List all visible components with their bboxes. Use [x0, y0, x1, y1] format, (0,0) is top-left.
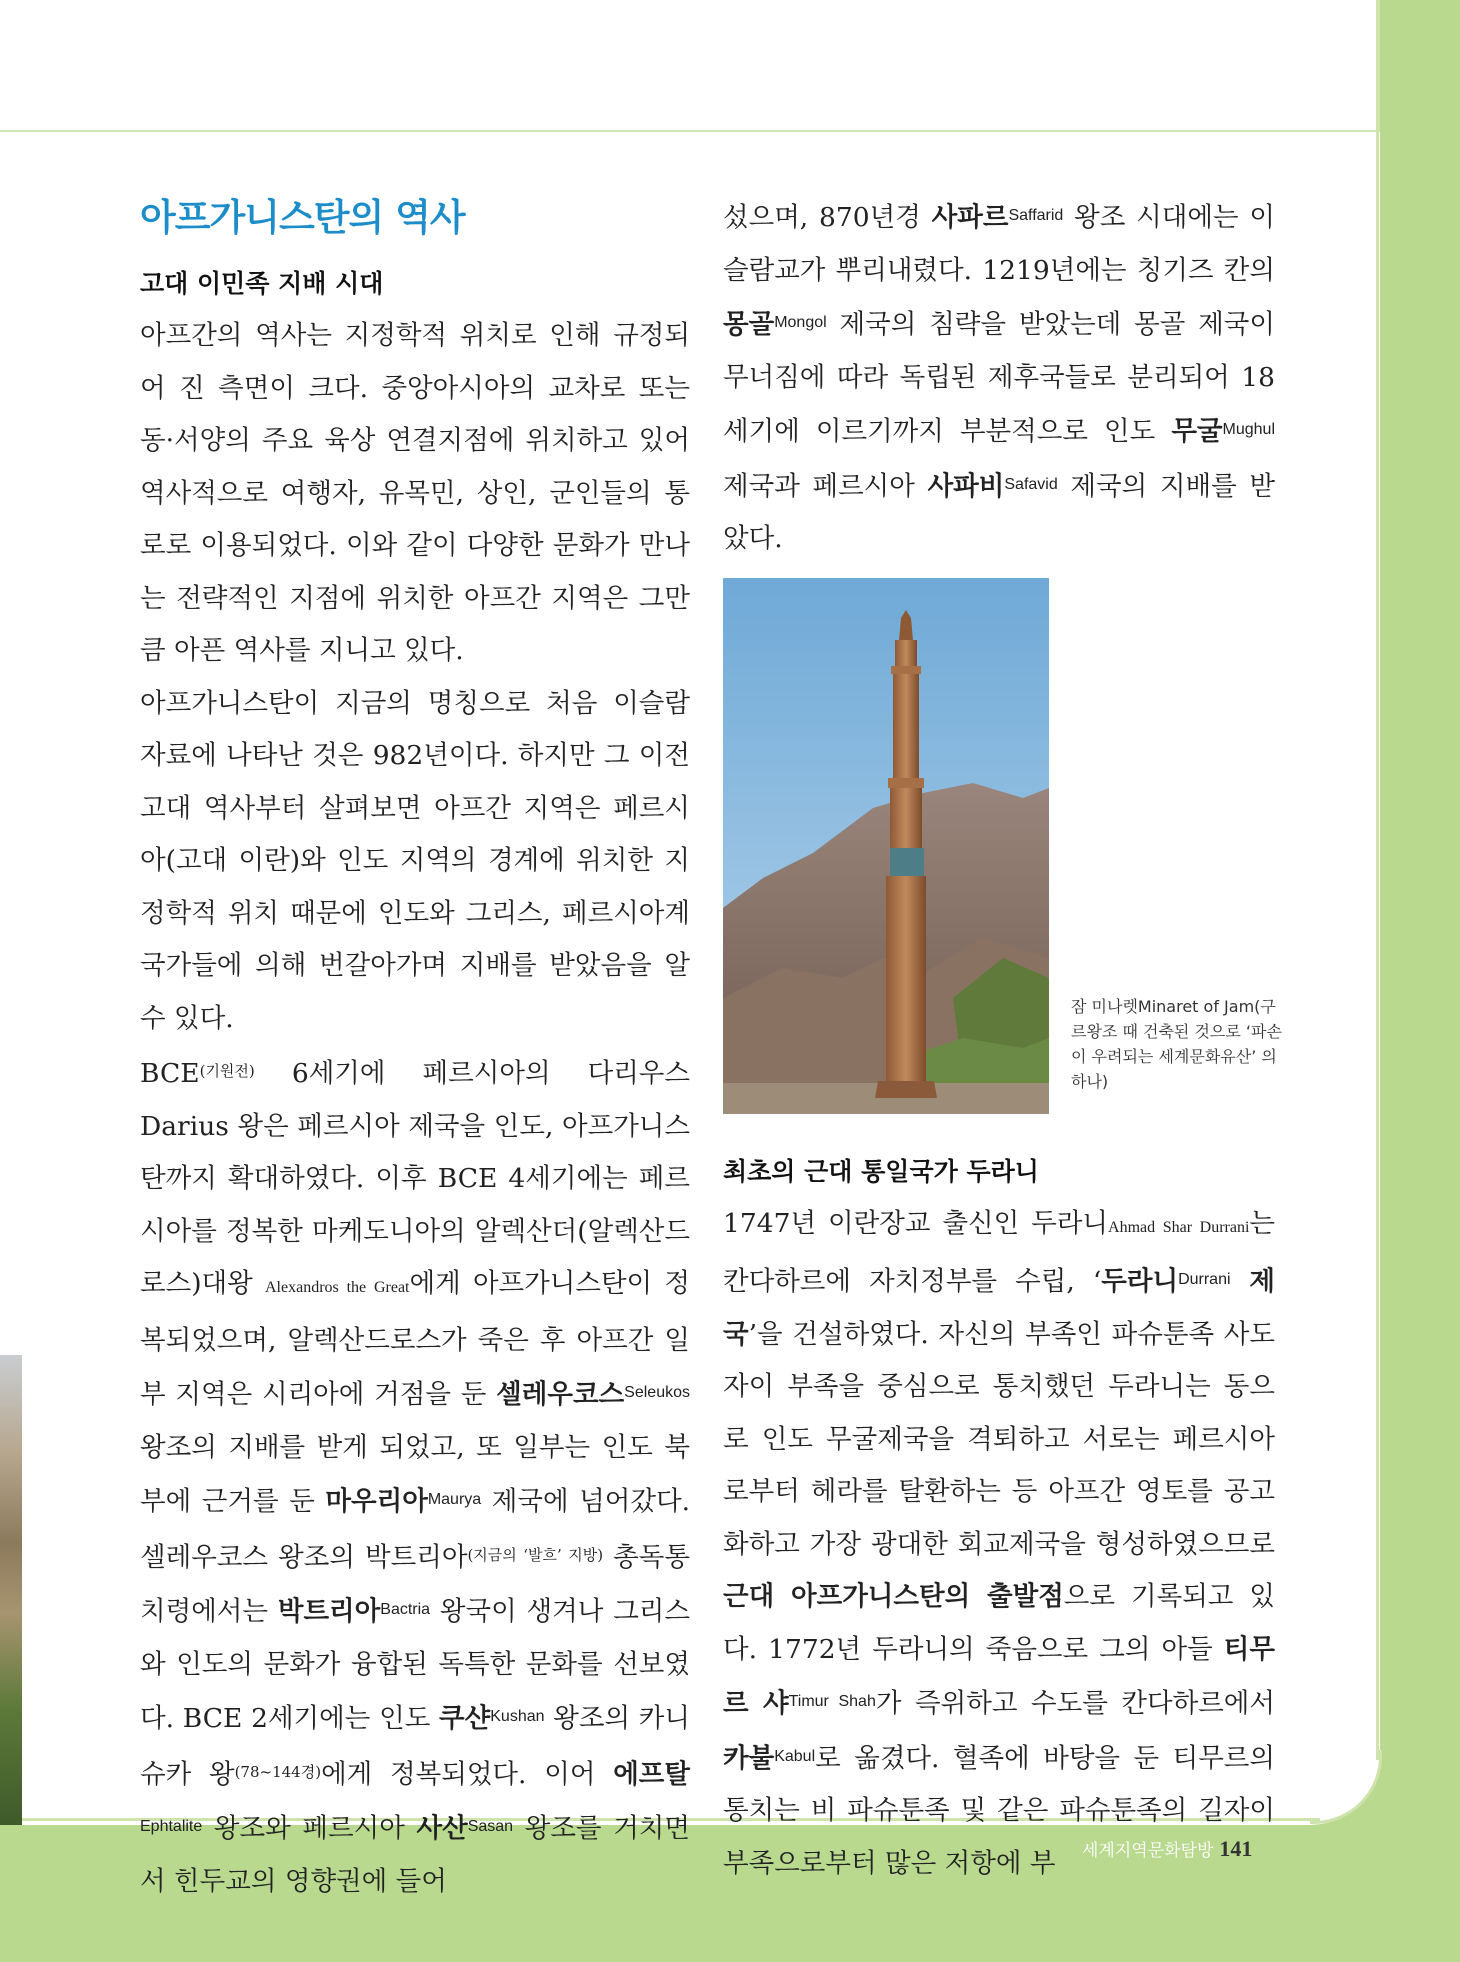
right-column: [723, 190, 1282, 1890]
photo-block: [723, 572, 1282, 1112]
term-timur-shah: 티무르 샤: [723, 1633, 1275, 1719]
rounded-corner: [1310, 1750, 1382, 1824]
term-origin: 근대 아프가니스탄의 출발점: [723, 1581, 1064, 1612]
term-mongol: 몽골: [723, 309, 775, 340]
paragraph-ancient-rule: $BCE^{(기원전)}$ 6세기에 페르시아의 다리우스Darius 왕은 페르시아 제국을 인도, 아프가니스탄까지 확대하였다. 이후 BCE 4세기에는 페르시아를 정복한 마케도니아의 알렉산더(알렉산드로스)대왕 Alexandros the Great에게 아프가니스탄이 정복되었으며, 알렉산드로스가 죽은 후 아프간 일부 지역은 시리아에 거점을 둔 셀레우코스$^{Seleukos}$ 왕조의 지배를 받게 되었고, 또 일부는 인도 북부에 근거를 둔 마우리아$^{Maurya}$ 제국에 넘어갔다. 셀레우코스 왕조의 박트리아$^{(지금의 ‘발흐’ 지방)}$ 총독통치령에서는 박트리아$^{Bactria}$ 왕국이 생겨나 그리스와 인도의 문화가 융합된 독특한 문화를 선보였다. BCE 2세기에는 인도 쿠샨$^{Kushan}$ 왕조의 카니슈카 왕$^{(78\sim 144경)}$에게 정복되었다. 이어 에프탈$^{Ephtalite}$ 왕조와 페르시아 사산$^{Sasan}$ 왕조를 거치면서 힌두교의 영향권에 들어: [140, 1058, 691, 1897]
header-band: [0, 0, 1380, 132]
page-footer: [1082, 1836, 1252, 1862]
term-mughul: 무굴: [1171, 416, 1223, 447]
gloss-bce: (기원전): [199, 1062, 255, 1080]
term-kushan: 쿠샨: [439, 1703, 491, 1734]
series-title: 세계지역문화탐방: [1082, 1841, 1214, 1861]
paragraph-durrani: 1747년 이란장교 출신인 두라니Ahmad Shar Durrani는 칸다하르에 자치정부를 수립, ‘두라니$^{Durrani}$ 제국’을 건설하였다. 자신의 부족인 파슈툰족 사도자이 부족을 중심으로 통치했던 두라니는 동으로 인도 무굴제국을 격퇴하고 서로는 페르시아로부터 헤라를 탈환하는 등 아프간 영토를 공고화하고 가장 광대한 회교제국을 형성하였으므로 근대 아프가니스탄의 출발점으로 기록되고 있다. 1772년 두라니의 죽음으로 그의 아들 티무르 샤$^{Timur Shah}$가 즉위하고 수도를 칸다하르에서 카불$^{Kabul}$로 옮겼다. 혈족에 바탕을 둔 티무르의 통치는 비 파슈툰족 및 같은 파슈툰족의 길자이 부족으로부터 많은 저항에 부: [723, 1207, 1276, 1879]
term-sasan: 사산: [416, 1813, 468, 1844]
paragraph-islam-mongol: 섰으며, 870년경 사파르$^{Saffarid}$ 왕조 시대에는 이슬람교가 뿌리내렸다. 1219년에는 칭기즈 칸의 몽골$^{Mongol}$ 제국의 침략을 받았는데 몽골 제국이 무너짐에 따라 독립된 제후국들로 분리되어 18세기에 이르기까지 부분적으로 인도 무굴$^{Mughul}$ 제국과 페르시아 사파비$^{Safavid}$ 제국의 지배를 받았다.: [723, 202, 1275, 554]
minaret-of-jam-photo: [723, 578, 1049, 1114]
term-ahmad-durrani: Ahmad Shar Durrani: [1108, 1218, 1250, 1236]
term-durrani: 두라니: [1101, 1266, 1179, 1297]
term-bactria: 박트리아: [277, 1596, 381, 1627]
left-column: [140, 190, 690, 1908]
term-ephtalite: 에프탈: [613, 1758, 690, 1790]
term-safavid: 사파비: [927, 470, 1005, 502]
page-title: 아프가니스탄의 역사: [140, 196, 465, 239]
right-border: [1376, 0, 1379, 1760]
term-kabul: 카불: [723, 1742, 775, 1774]
section-heading-ancient: 고대 이민족 지배 시대: [140, 269, 384, 298]
section-heading-durrani: 최초의 근대 통일국가 두라니: [723, 1156, 1039, 1186]
gloss-kanishka: (78~144경): [234, 1762, 322, 1781]
term-alexandros: Alexandros the Great: [265, 1279, 410, 1296]
paragraph-geopolitics: 아프간의 역사는 지정학적 위치로 인해 규정되어 진 측면이 크다. 중앙아시아의 교차로 또는 동·서양의 주요 육상 연결지점에 위치하고 있어 역사적으로 여행자, 유목민, 상인, 군인들의 통로로 이용되었다. 이와 같이 다양한 문화가 만나는 전략적인 지점에 위치한 아프간 지역은 그만큼 아픈 역사를 지니고 있다.: [140, 320, 690, 666]
term-maurya: 마우리아: [325, 1486, 428, 1517]
term-seleukos: 셀레우코스: [496, 1379, 625, 1410]
edge-photo-strip: [0, 1355, 22, 1825]
term-saffarid: 사파르: [931, 202, 1009, 233]
gloss-bactria: (지금의 ‘발흐’ 지방): [467, 1545, 604, 1564]
photo-caption: 잠 미나렛Minaret of Jam(구르왕조 때 건축된 것으로 ‘파손이 우려되는 세계문화유산’ 의 하나): [1071, 996, 1282, 1091]
page-number: 141: [1219, 1836, 1253, 1861]
paragraph-name-origin: 아프가니스탄이 지금의 명칭으로 처음 이슬람 자료에 나타난 것은 982년이다. 하지만 그 이전 고대 역사부터 살펴보면 아프간 지역은 페르시아(고대 이란)와 인도 지역의 경계에 위치한 지정학적 위치 때문에 인도와 그리스, 페르시아계 국가들에 의해 번갈아가며 지배를 받았음을 알 수 있다.: [140, 687, 690, 1034]
